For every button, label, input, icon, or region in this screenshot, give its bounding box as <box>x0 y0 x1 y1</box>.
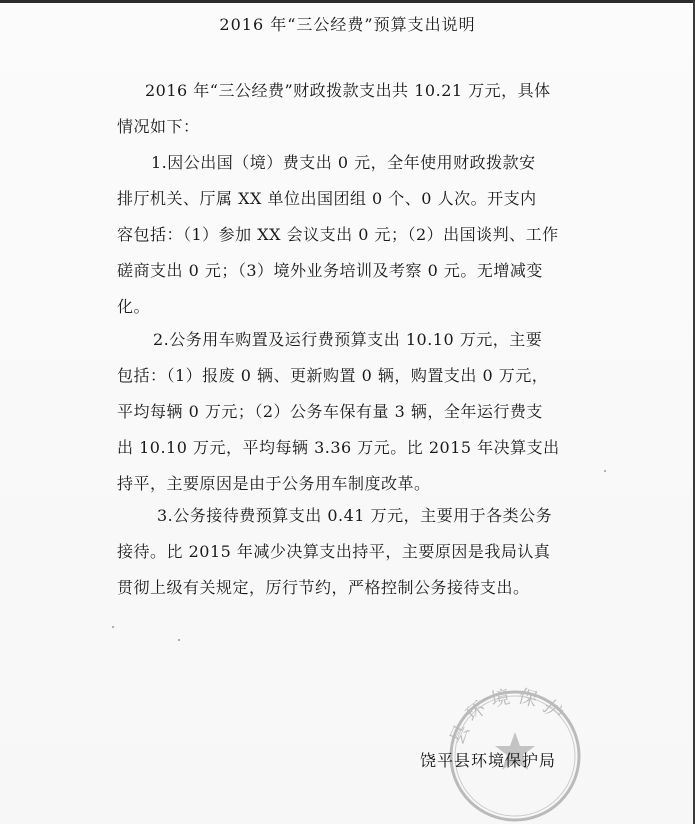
intro-line-2: 情况如下： <box>117 117 200 136</box>
section-2-paragraph <box>117 322 560 502</box>
section-1-line-4: 磋商支出 0 元；（3）境外业务培训及考察 0 元。无增减变 <box>117 261 543 280</box>
scan-speck <box>178 639 180 641</box>
section-2-line-3: 平均每辆 0 万元；（2）公务车保有量 3 辆，全年运行费支 <box>117 402 543 421</box>
scan-edge-top <box>0 0 695 3</box>
section-1-line-1: 1.因公出国（境）费支出 0 元，全年使用财政拨款安 <box>151 153 536 172</box>
scan-speck <box>112 626 114 628</box>
section-3-line-2: 接待。比 2015 年减少决算支出持平，主要原因是我局认真 <box>117 542 551 561</box>
section-2-line-4: 出 10.10 万元，平均每辆 3.36 万元。比 2015 年决算支出 <box>117 438 560 457</box>
intro-paragraph <box>117 73 551 145</box>
section-1-paragraph <box>117 145 559 325</box>
section-2-line-5: 持平，主要原因是由于公务用车制度改革。 <box>117 474 431 493</box>
seal-arc-text: 县环境保护 <box>446 684 572 748</box>
section-1-line-2: 排厅机关、厅属 XX 单位出国团组 0 个、0 人次。开支内 <box>117 189 537 208</box>
document-title: 2016 年“三公经费”预算支出说明 <box>219 15 476 34</box>
section-3-line-1: 3.公务接待费预算支出 0.41 万元，主要用于各类公务 <box>157 506 553 525</box>
section-3-paragraph <box>117 498 552 606</box>
intro-line-1: 2016 年“三公经费”财政拨款支出共 10.21 万元，具体 <box>145 81 551 100</box>
section-2-line-1: 2.公务用车购置及运行费预算支出 10.10 万元，主要 <box>153 330 543 349</box>
scan-speck <box>604 470 606 472</box>
section-1-line-3: 容包括：（1）参加 XX 会议支出 0 元；（2）出国谈判、工作 <box>117 225 559 244</box>
section-3-line-3: 贯彻上级有关规定，厉行节约，严格控制公务接待支出。 <box>117 578 530 597</box>
signature-org-name: 饶平县环境保护局 <box>420 751 557 770</box>
section-1-line-5: 化。 <box>117 297 151 316</box>
section-2-line-2: 包括：（1）报废 0 辆、更新购置 0 辆，购置支出 0 万元， <box>117 366 549 385</box>
